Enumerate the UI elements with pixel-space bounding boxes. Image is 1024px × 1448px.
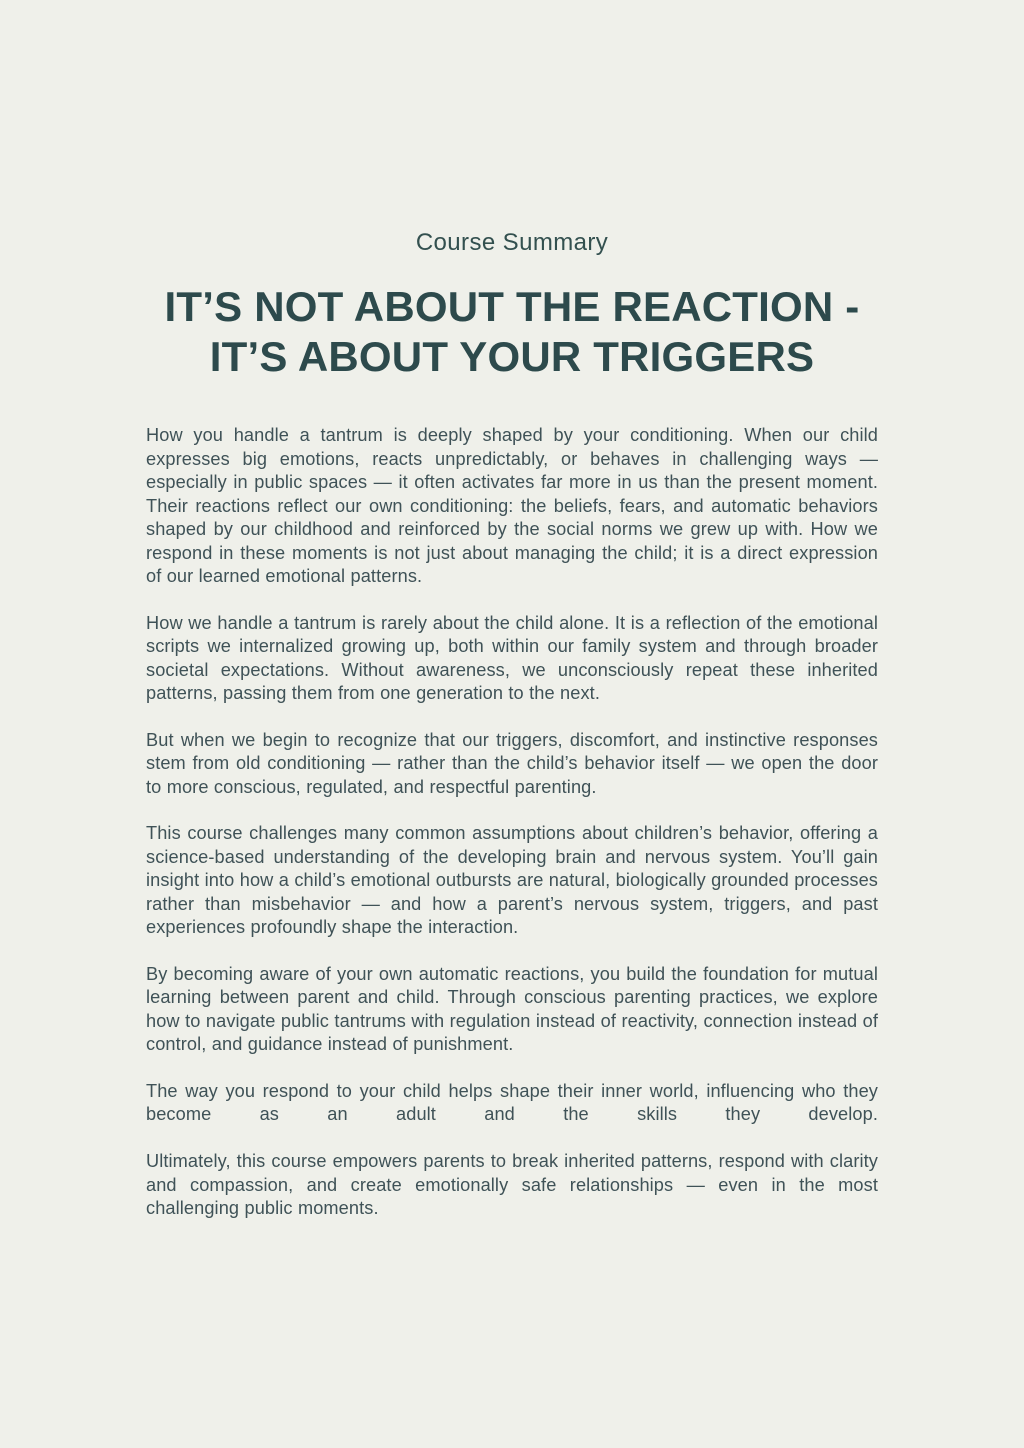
body-paragraph-6: [146, 1080, 878, 1221]
body-copy: [146, 382, 878, 1221]
eyebrow-label: Course Summary: [415, 229, 609, 256]
page-title-line-2: IT’S ABOUT YOUR TRIGGERS: [209, 333, 815, 380]
content-column: [146, 0, 878, 1221]
body-paragraph-6-part-2: Ultimately, this course empowers parents to break inherited patterns, respond with clarity and compassion, and create emotionally safe relationships — even in the most challenging public moments.: [146, 1151, 878, 1218]
body-paragraph-6-part-1: The way you respond to your child helps shape their inner world, influencing who they become as an adult and the skills they develop.: [146, 1080, 878, 1124]
body-paragraph-2: How we handle a tantrum is rarely about the child alone. It is a reflection of the emotional scripts we internalized growing up, both within our family system and through broader societal expectations. Without awareness, we unconsciously repeat these inherited patterns, passing them from one generation to the next.: [146, 612, 878, 703]
body-paragraph-1: How you handle a tantrum is deeply shaped by your conditioning. When our child expresses big emotions, reacts unpredictably, or behaves in challenging ways — especially in public spaces — it often activates far more in us than the present moment. Their reactions reflect our own conditioning: the beliefs, fears, and automatic behaviors shaped by our childhood and reinforced by the social norms we grew up with. How we respond in these moments is not just about managing the child; it is a direct expression of our learned emotional patterns.: [146, 425, 878, 586]
body-paragraph-5: By becoming aware of your own automatic reactions, you build the foundation for mutual learning between parent and child. Through conscious parenting practices, we explore how to navigate public tantrums with regulation instead of reactivity, connection instead of control, and guidance instead of punishment.: [146, 963, 878, 1054]
body-paragraph-3: But when we begin to recognize that our triggers, discomfort, and instinctive responses stem from old conditioning — rather than the child’s behavior itself — we open the door to more conscious, regulated, and respectful parenting.: [146, 729, 878, 797]
page-title: [146, 258, 878, 382]
body-paragraph-4: This course challenges many common assumptions about children’s behavior, offering a science-based understanding of the developing brain and nervous system. You’ll gain insight into how a child’s emotional outbursts are natural, biologically grounded processes rather than misbehavior — and how a parent’s nervous system, triggers, and past experiences profoundly shape the interaction.: [146, 823, 878, 937]
page-title-line-1: IT’S NOT ABOUT THE REACTION -: [164, 283, 860, 330]
